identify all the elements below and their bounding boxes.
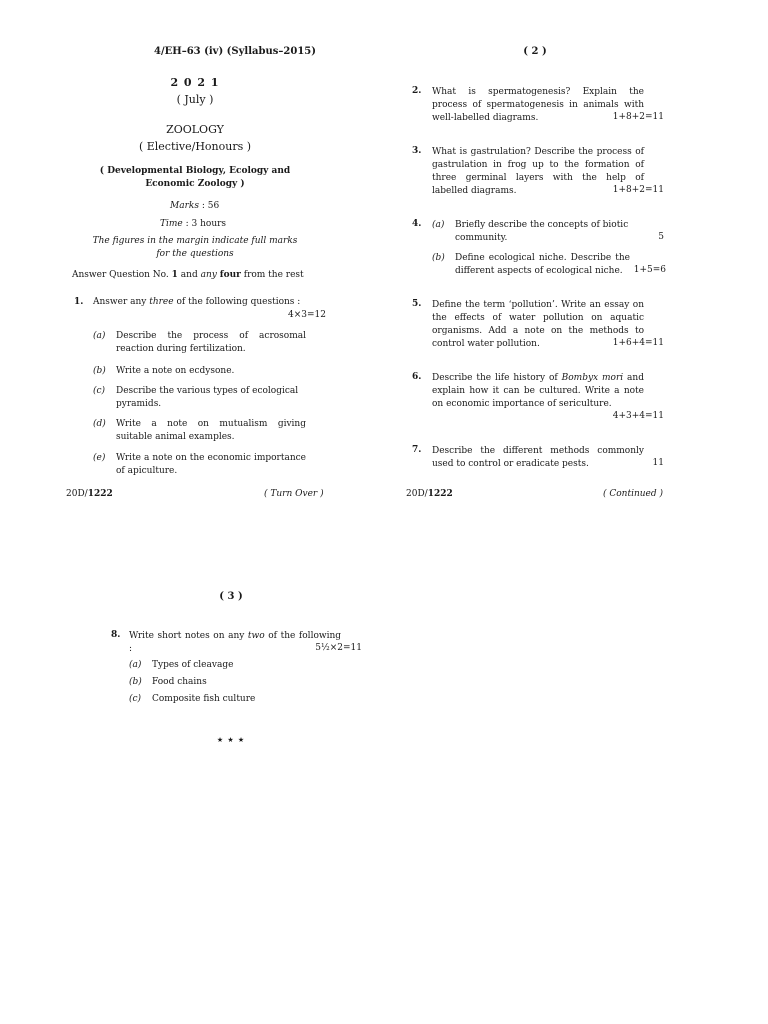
q1a-text: Describe the process of acrosomal reaction during fertilization. <box>116 331 306 354</box>
q4a-text: Briefly describe the concepts of biotic community. <box>455 220 629 243</box>
paper-title-line2: Economic Zoology ) <box>145 179 245 189</box>
marks-value: : 56 <box>201 201 220 211</box>
q4a-marks: 5 <box>658 232 664 242</box>
q6-text-it: Bombyx mori <box>561 373 624 383</box>
q8b-label: (b) <box>129 677 142 687</box>
instruction-q: 1 <box>171 270 178 280</box>
q8a-label: (a) <box>129 660 142 670</box>
q3-text: What is gastrulation? Describe the process of gastrulation in frog up to the formation of three germinal layers with the help of labelled diagrams. <box>432 147 644 196</box>
margin-note-line1: The figures in the margin indicate full marks <box>92 236 298 246</box>
q6-number: 6. <box>412 372 422 382</box>
q6-text <box>432 372 644 411</box>
page2-number: ( 2 ) <box>523 46 547 57</box>
q4b-marks: 1+5=6 <box>633 265 666 275</box>
q1d-text: Write a note on mutualism giving suitable animal examples. <box>116 419 306 442</box>
end-mark: ★ ★ ★ <box>216 736 246 744</box>
q5-marks: 1+6+4=11 <box>612 338 664 348</box>
instruction-pre: Answer Question No. <box>72 270 172 280</box>
continued-label: ( Continued ) <box>603 489 664 499</box>
q1-text <box>93 297 300 307</box>
q1e-text: Write a note on the economic importance of apiculture. <box>116 453 306 476</box>
turn-over-label: ( Turn Over ) <box>264 489 324 499</box>
q5-text: Define the term ‘pollution’. Write an essay on the effects of water pollution on aquatic organisms. Add a note on the methods to control water pollution. <box>432 300 644 349</box>
q1-text-pre: Answer any <box>93 297 150 307</box>
q1c-text: Describe the various types of ecological pyramids. <box>116 386 299 409</box>
q3-marks: 1+8+2=11 <box>612 185 664 195</box>
footer-code-bold: 1222 <box>87 489 113 499</box>
q1-number: 1. <box>74 297 84 307</box>
q8-text-it: two <box>247 631 265 641</box>
q8-marks: 5½×2=11 <box>315 643 362 653</box>
footer-code-bold: 1222 <box>427 489 453 499</box>
q6-text-post: and explain how it can be cultured. Write a note on economic importance of sericulture. <box>432 373 644 409</box>
q8b-text: Food chains <box>152 677 207 687</box>
q7-number: 7. <box>412 445 422 455</box>
paper-title-line1: ( Developmental Biology, Ecology and <box>99 166 291 176</box>
q4b-text: Define ecological niche. Describe the different aspects of ecological niche. <box>455 253 630 276</box>
q8c-label: (c) <box>129 694 142 704</box>
time-value: : 3 hours <box>185 219 227 229</box>
q1b-text: Write a note on ecdysone. <box>116 366 235 376</box>
exam-session: ( July ) <box>176 93 214 106</box>
q8a-text: Types of cleavage <box>152 660 234 670</box>
paper-type: ( Elective/Honours ) <box>138 140 252 153</box>
margin-note-line2: for the questions <box>156 249 234 259</box>
instruction-four: four <box>219 270 241 280</box>
q4b-label: (b) <box>432 253 445 263</box>
instruction <box>72 270 304 280</box>
page2-footer-code <box>406 489 453 499</box>
page3-number: ( 3 ) <box>219 591 243 602</box>
q1a-label: (a) <box>93 331 106 341</box>
q1c-label: (c) <box>93 386 106 396</box>
time-line <box>160 219 226 229</box>
course-code: 4/EH–63 (iv) (Syllabus–2015) <box>154 46 316 57</box>
page1-footer-code <box>66 489 113 499</box>
q4-number: 4. <box>412 219 422 229</box>
q6-marks: 4+3+4=11 <box>612 411 664 421</box>
q1b-label: (b) <box>93 366 106 376</box>
q8c-text: Composite fish culture <box>152 694 256 704</box>
q2-marks: 1+8+2=11 <box>612 112 664 122</box>
instruction-post: from the rest <box>240 270 304 280</box>
q1-marks: 4×3=12 <box>288 310 326 320</box>
q3-number: 3. <box>412 146 422 156</box>
q2-number: 2. <box>412 86 422 96</box>
q7-marks: 11 <box>652 458 664 468</box>
q8-text-pre: Write short notes on any <box>129 631 248 641</box>
q2-text: What is spermatogenesis? Explain the process of spermatogenesis in animals with well-labelled diagrams. <box>432 87 644 123</box>
q1-text-post: of the following questions : <box>173 297 301 307</box>
exam-year: 2 0 2 1 <box>170 76 220 89</box>
q1-text-it: three <box>149 297 174 307</box>
q4a-label: (a) <box>432 220 445 230</box>
marks-line <box>170 201 219 211</box>
subject-title: ZOOLOGY <box>166 123 224 136</box>
footer-code-pre: 20D/ <box>406 489 428 499</box>
q8-number: 8. <box>111 630 121 640</box>
q1d-label: (d) <box>93 419 106 429</box>
q8-text-post: of the following : <box>129 631 341 654</box>
q5-number: 5. <box>412 299 422 309</box>
q6-text-pre: Describe the life history of <box>432 373 562 383</box>
instruction-mid: and <box>177 270 201 280</box>
q1e-label: (e) <box>93 453 106 463</box>
marks-label: Marks <box>170 201 199 211</box>
footer-code-pre: 20D/ <box>66 489 88 499</box>
time-label: Time <box>160 219 183 229</box>
q7-text: Describe the different methods commonly used to control or eradicate pests. <box>432 446 644 469</box>
instruction-any: any <box>200 270 217 280</box>
